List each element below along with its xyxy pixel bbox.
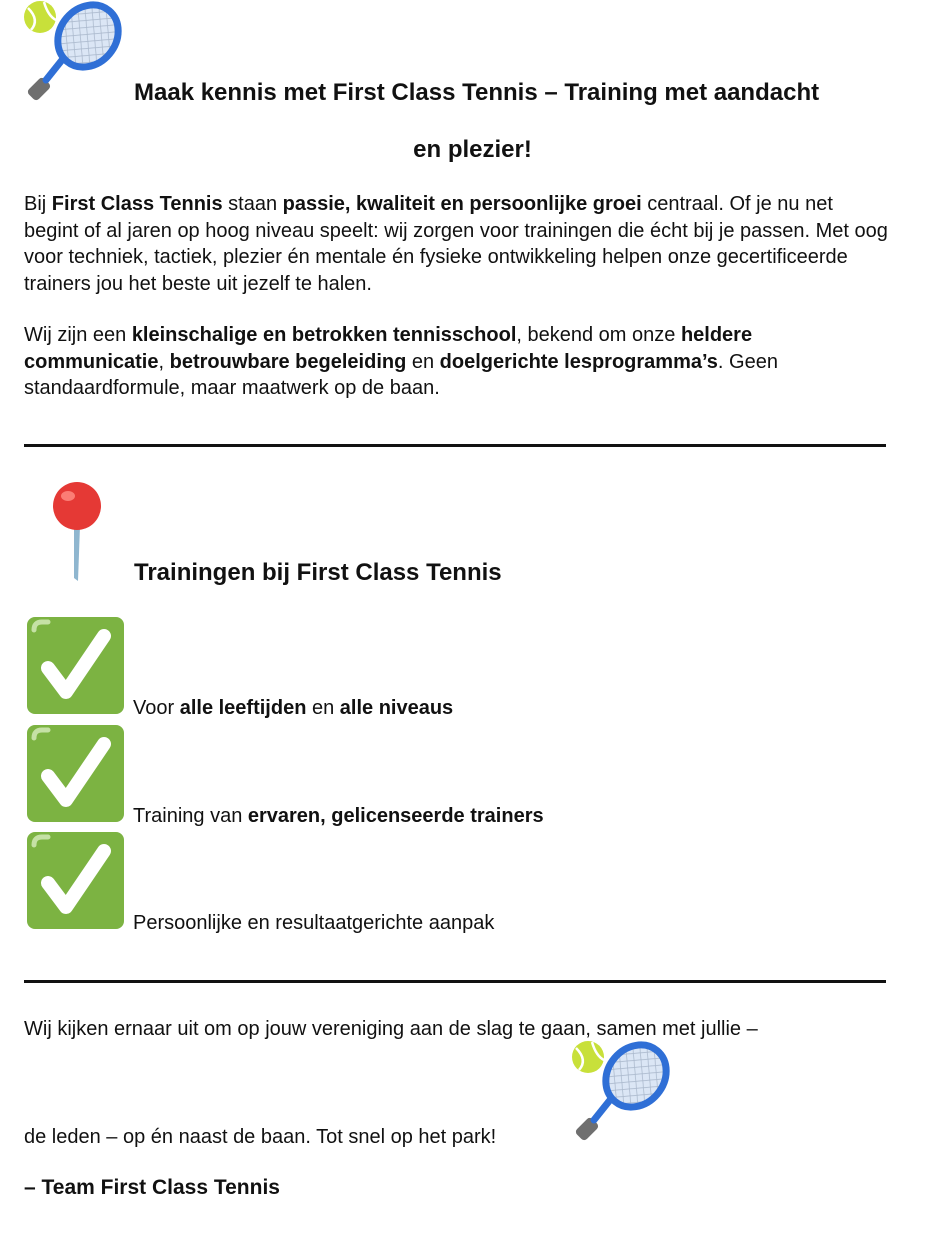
intro-paragraph-2 <box>24 322 890 402</box>
closing-line-2: de leden – op én naast de baan. Tot snel op het park! <box>24 1126 497 1148</box>
intro-p2-bold-1: kleinschalige en betrokken tennisschool <box>131 324 517 346</box>
check-mark-icon <box>26 724 125 823</box>
page-title-line-2: en plezier! <box>413 136 532 163</box>
intro-p1-text-3: centraal. Of je nu net begint of al jaren op hoog niveau speelt: wij zorgen voor trainingen die écht bij je passen. Met oog voor techniek, tactiek, plezier én mentale én fysieke ontwikkeling helpen onze gecertificeerde trainers jou het beste uit jezelf te halen. <box>24 193 888 295</box>
page-title-line-1: Maak kennis met First Class Tennis – Training met aandacht <box>134 79 820 106</box>
intro-p1-bold-1: First Class Tennis <box>51 193 223 215</box>
item1-text-1: Voor <box>133 697 180 719</box>
item1-bold-1: alle leeftijden <box>179 697 307 719</box>
item2-bold-1: ervaren, gelicenseerde trainers <box>247 805 544 827</box>
divider-1 <box>24 444 886 447</box>
intro-p2-bold-3: betrouwbare begeleiding <box>169 350 407 373</box>
item3-text-1: Persoonlijke en resultaatgerichte aanpak <box>133 912 495 934</box>
intro-p2-text-3: , <box>158 350 170 373</box>
intro-p2-text-1: Wij zijn een <box>24 324 132 346</box>
intro-p1-text-2: staan <box>222 193 283 215</box>
intro-paragraph-1 <box>24 191 890 297</box>
check-mark-icon <box>26 616 125 715</box>
intro-p1-text-1: Bij <box>24 193 52 215</box>
divider-2 <box>24 980 886 983</box>
intro-p2-text-2: , bekend om onze <box>516 324 681 346</box>
training-item-3 <box>133 912 494 935</box>
intro-p2-text-4: en <box>406 350 440 373</box>
training-item-2 <box>133 805 544 828</box>
item1-bold-2: alle niveaus <box>339 697 454 719</box>
check-mark-icon <box>26 831 125 930</box>
item1-text-2: en <box>306 697 340 719</box>
training-item-1 <box>133 697 453 720</box>
item2-text-1: Training van <box>133 805 248 827</box>
intro-p2-text-5: . Geen standaardformule, maar maatwerk op de baan. <box>24 350 778 399</box>
trainingen-heading: Trainingen bij First Class Tennis <box>134 559 502 586</box>
tennis-racket-icon <box>22 0 126 104</box>
intro-p2-bold-2: heldere communicatie <box>24 324 753 373</box>
tennis-racket-icon <box>570 1040 674 1144</box>
pushpin-icon <box>50 482 104 582</box>
intro-p1-bold-2: passie, kwaliteit en persoonlijke groei <box>282 193 642 215</box>
intro-p2-bold-4: doelgerichte lesprogramma’s <box>439 350 718 373</box>
signature: – Team First Class Tennis <box>24 1176 280 1199</box>
closing-line-1: Wij kijken ernaar uit om op jouw vereniging aan de slag te gaan, samen met jullie – <box>24 1018 758 1040</box>
